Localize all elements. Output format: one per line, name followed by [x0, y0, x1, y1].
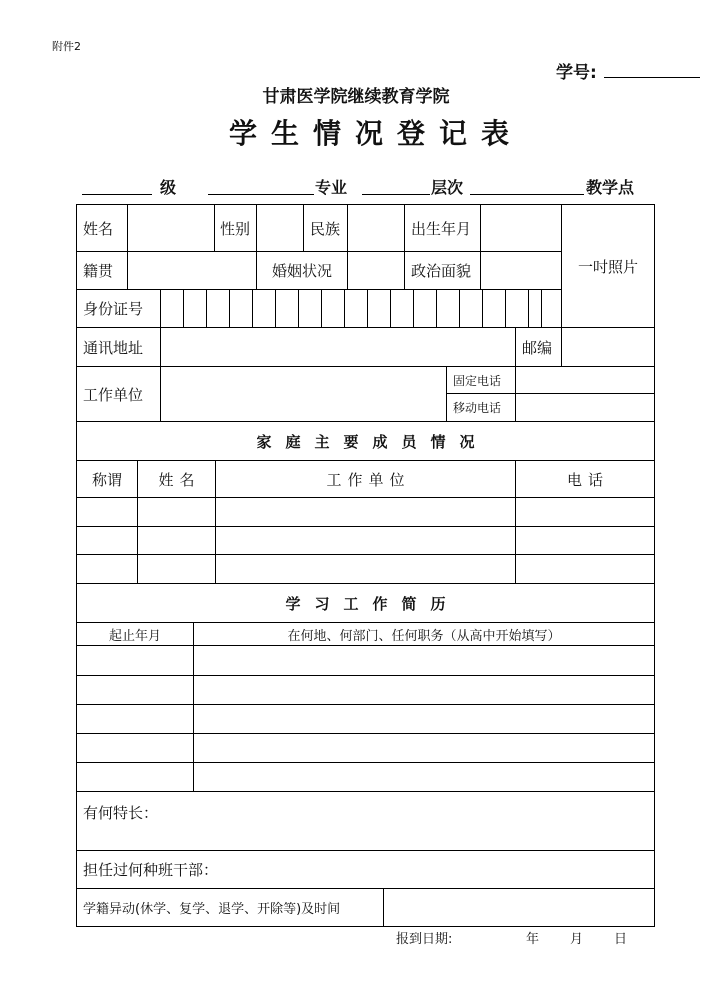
institution-name: 甘肃医学院继续教育学院 [262, 87, 450, 107]
resume-row[interactable] [77, 734, 654, 762]
level-label: 层次 [431, 178, 464, 197]
gender-field[interactable] [257, 205, 303, 251]
cadre-label: 担任过何种班干部： [83, 861, 219, 879]
postcode-label: 邮编 [522, 338, 553, 357]
work-unit-label: 工作单位 [83, 385, 144, 404]
resume-row[interactable] [77, 646, 654, 675]
family-row[interactable] [77, 498, 654, 526]
report-date-label: 报到日期: [396, 932, 453, 947]
family-header-name: 姓名 [158, 470, 201, 489]
status-change-field[interactable] [384, 889, 654, 926]
id-number-field[interactable] [161, 290, 561, 327]
postcode-field[interactable] [562, 328, 654, 366]
form-title: 学生情况登记表 [228, 117, 523, 150]
address-label: 通讯地址 [83, 338, 144, 357]
family-header-work-unit: 工作单位 [326, 470, 411, 489]
resume-section-title: 学习工作简历 [285, 594, 460, 613]
political-label: 政治面貌 [411, 262, 472, 280]
resume-row[interactable] [77, 763, 654, 791]
family-row[interactable] [77, 527, 654, 554]
report-day-label: 日 [614, 932, 628, 947]
resume-row[interactable] [77, 676, 654, 704]
report-month-label: 月 [570, 932, 584, 947]
id-number-label: 身份证号 [83, 300, 144, 318]
site-label: 教学点 [586, 178, 635, 197]
birth-field[interactable] [481, 205, 561, 251]
resume-header-details: 在何地、何部门、任何职务（从高中开始填写） [287, 628, 561, 644]
marital-label: 婚姻状况 [271, 262, 332, 280]
resume-header-period: 起止年月 [108, 628, 161, 644]
gender-label: 性别 [220, 219, 251, 238]
name-field[interactable] [128, 205, 214, 251]
family-header-relation: 称谓 [91, 470, 122, 489]
family-section-title: 家庭主要成员情况 [256, 432, 489, 451]
name-label: 姓名 [83, 219, 114, 238]
mobile-field[interactable] [516, 394, 654, 421]
status-change-label: 学籍异动(休学、复学、退学、开除等)及时间 [83, 902, 341, 917]
landline-field[interactable] [516, 367, 654, 393]
marital-field[interactable] [348, 252, 404, 289]
major-label: 专业 [315, 178, 348, 197]
birth-label: 出生年月 [411, 219, 472, 238]
ethnicity-field[interactable] [348, 205, 404, 251]
student-number-label: 学号: [556, 63, 597, 83]
resume-row[interactable] [77, 705, 654, 733]
address-field[interactable] [161, 328, 515, 366]
ethnicity-label: 民族 [310, 219, 341, 238]
landline-label: 固定电话 [453, 373, 502, 388]
work-unit-field[interactable] [161, 367, 446, 421]
report-year-label: 年 [526, 932, 540, 947]
specialty-label: 有何特长： [83, 803, 159, 822]
family-header-phone: 电话 [566, 470, 609, 489]
attachment-label: 附件2 [52, 40, 81, 53]
photo-box[interactable]: 一吋照片 [577, 257, 638, 276]
native-place-field[interactable] [128, 252, 256, 289]
mobile-label: 移动电话 [453, 401, 502, 415]
family-row[interactable] [77, 555, 654, 583]
political-field[interactable] [481, 252, 561, 289]
grade-label: 级 [160, 178, 177, 197]
native-place-label: 籍贯 [83, 262, 114, 280]
